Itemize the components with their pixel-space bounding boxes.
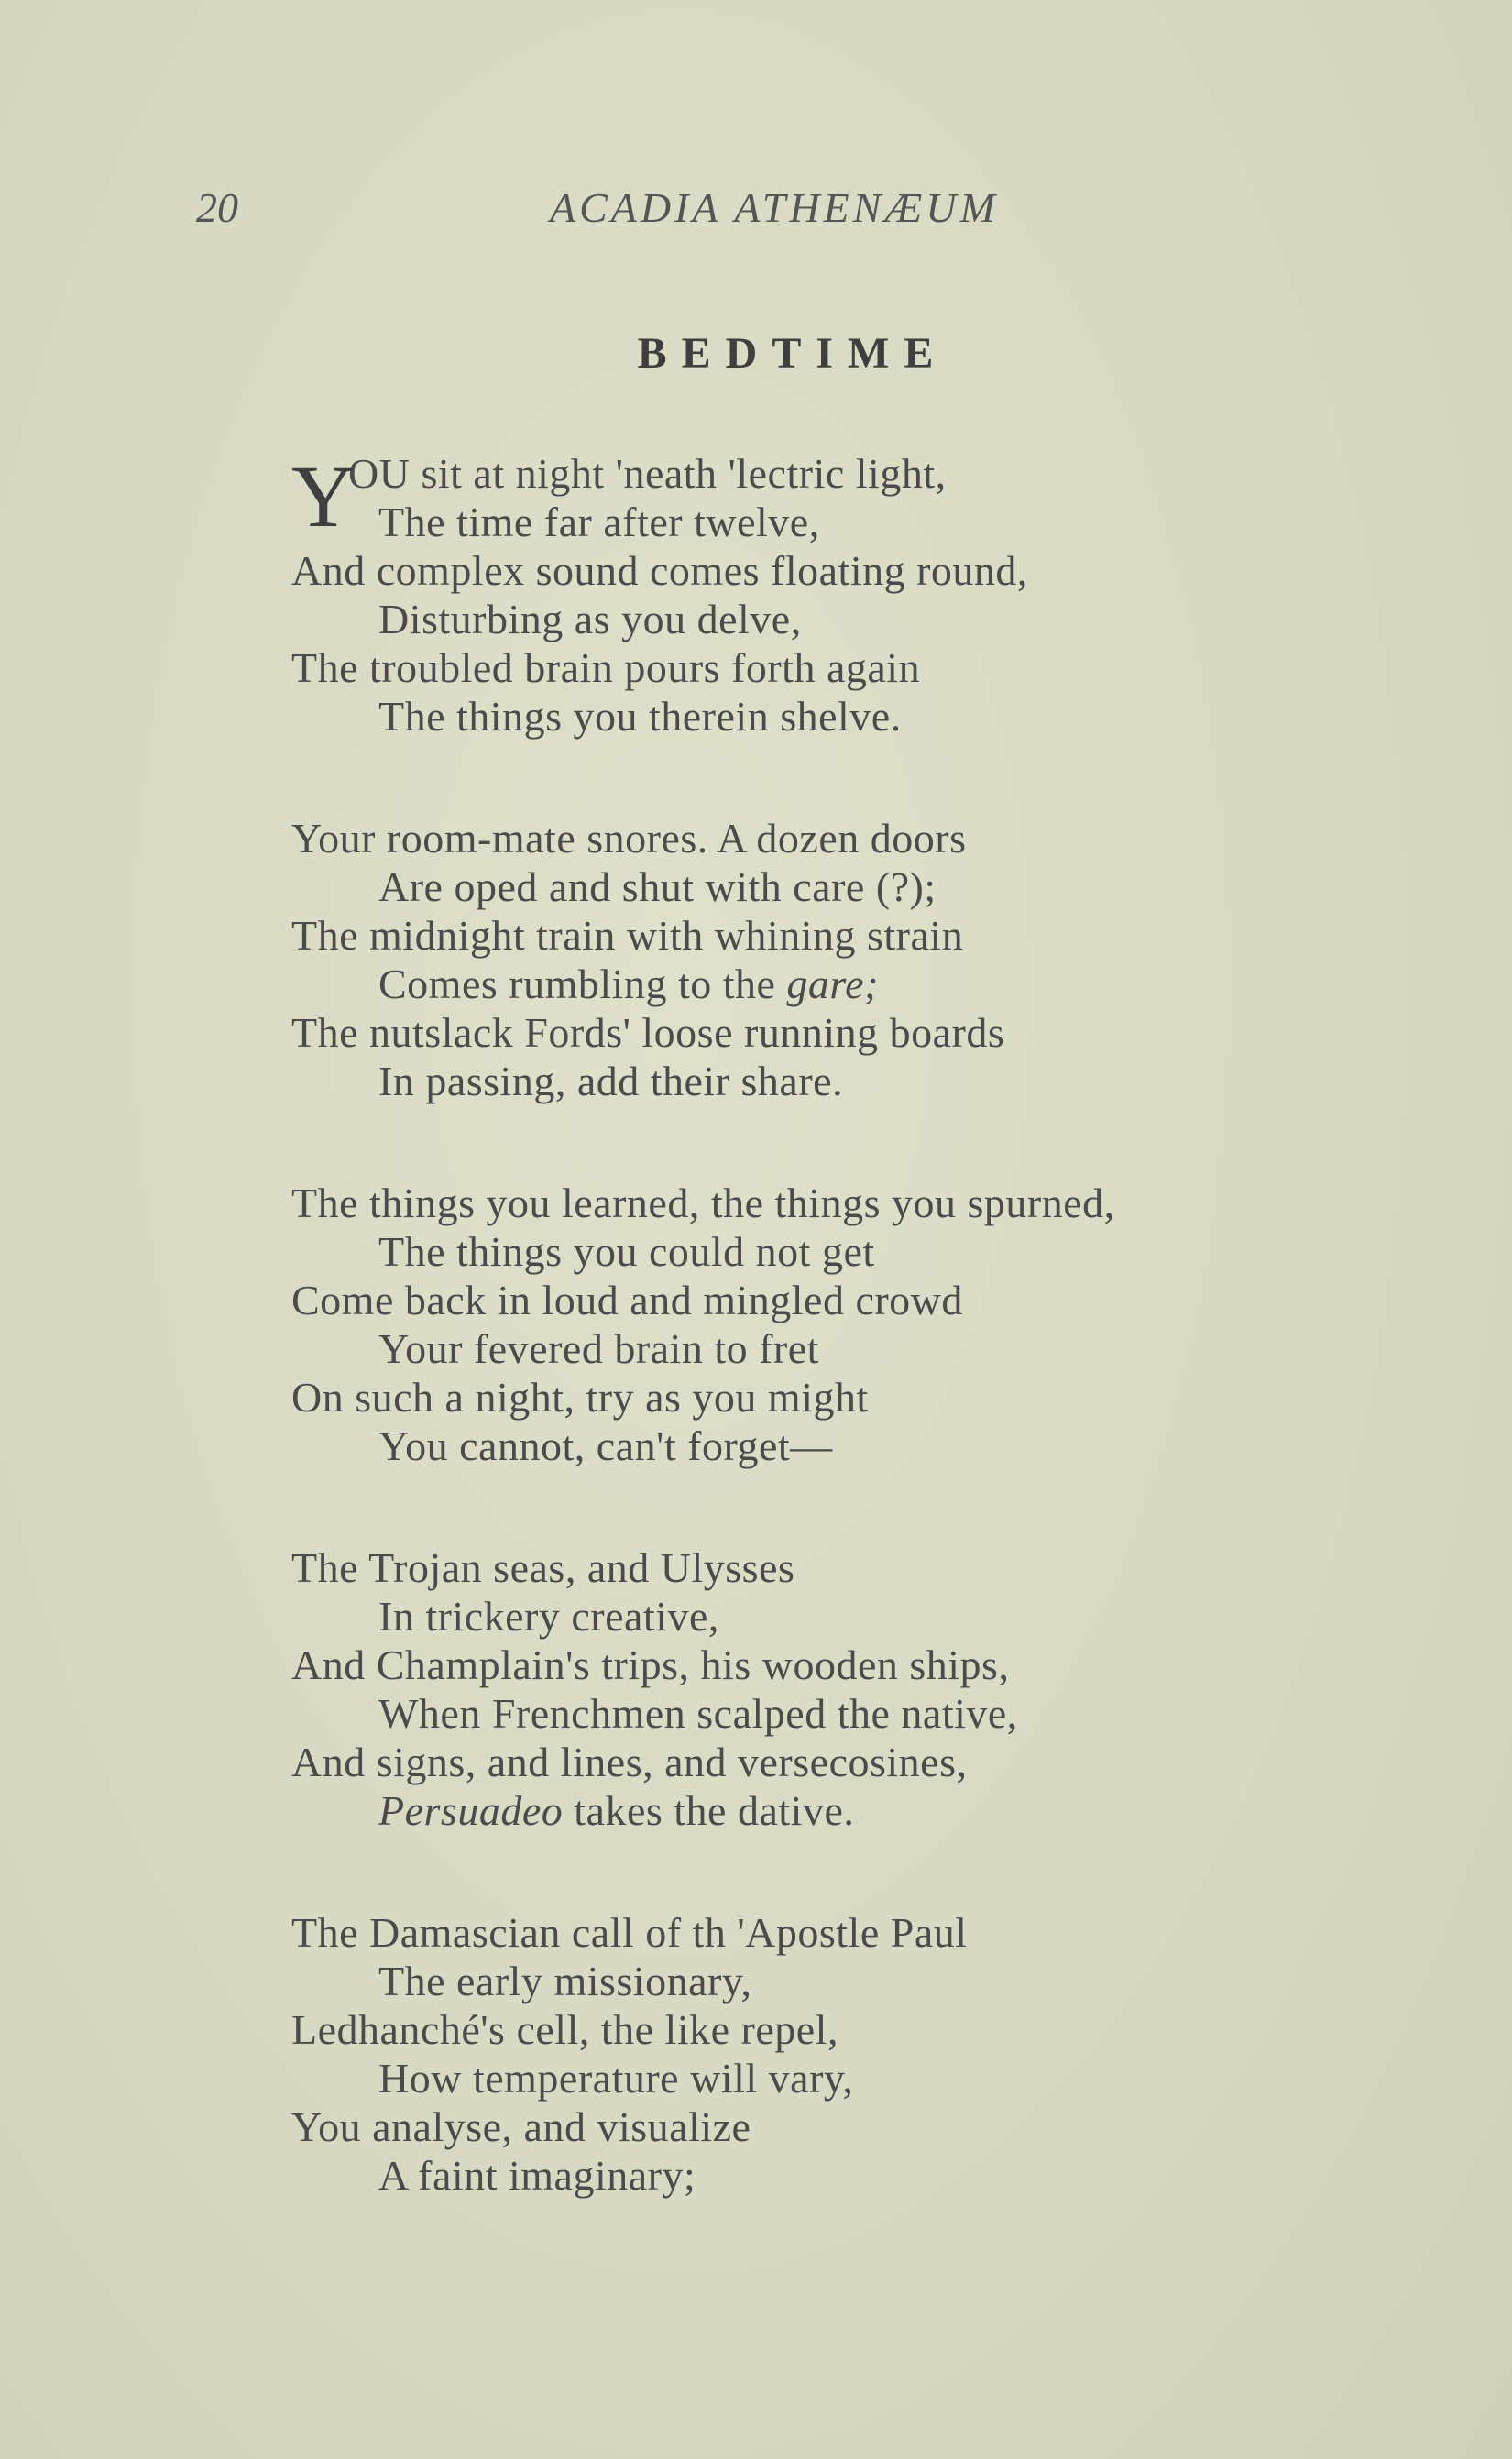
page-number: 20 (196, 184, 238, 231)
poem-line: The Damascian call of th 'Apostle Paul (291, 1909, 968, 1956)
poem-line: When Frenchmen scalped the native, (378, 1690, 1018, 1737)
poem-line: On such a night, try as you might (291, 1374, 869, 1421)
poem-line: You analyse, and visualize (291, 2103, 751, 2150)
poem-line: And Champlain's trips, his wooden ships, (291, 1641, 1010, 1688)
stanza-3 (291, 1179, 1299, 1470)
stanza-5 (291, 1908, 1299, 2200)
poem-line: The early missionary, (378, 1958, 752, 2004)
poem-line: The troubled brain pours forth again (291, 644, 921, 691)
poem-title: BEDTIME (637, 329, 948, 378)
stanza-gap (291, 1470, 1299, 1543)
stanza-1 (291, 449, 1299, 741)
poem-line: Your fevered brain to fret (378, 1325, 819, 1372)
poem-line: And signs, and lines, and versecosines, (291, 1739, 968, 1785)
poem-line: A faint imaginary; (378, 2152, 696, 2199)
stanza-gap (291, 741, 1299, 814)
stanza-2 (291, 814, 1299, 1105)
poem-line: The time far after twelve, (378, 499, 820, 545)
poem-line: Disturbing as you delve, (378, 596, 802, 642)
poem-line: In trickery creative, (378, 1593, 719, 1640)
poem-line-text: Comes rumbling to the (378, 961, 787, 1007)
poem-line: The midnight train with whining strain (291, 912, 964, 959)
poem-line: The nutslack Fords' loose running boards (291, 1009, 1005, 1056)
italic-word: Persuadeo (378, 1787, 564, 1834)
poem-line: Ledhanché's cell, the like repel, (291, 2006, 838, 2053)
poem-line-text: takes the dative. (563, 1787, 855, 1834)
stanza-gap (291, 1835, 1299, 1908)
poem-line: You cannot, can't forget— (378, 1422, 833, 1469)
page-header (0, 183, 1512, 238)
poem-line: Are oped and shut with care (?); (378, 863, 937, 910)
poem-line: How temperature will vary, (378, 2055, 854, 2102)
poem-line: In passing, add their share. (378, 1058, 844, 1104)
poem-line: Come back in loud and mingled crowd (291, 1277, 963, 1323)
poem-line: The Trojan seas, and Ulysses (291, 1544, 795, 1591)
poem-body (291, 449, 1299, 2200)
stanza-4 (291, 1543, 1299, 1835)
stanza-gap (291, 1105, 1299, 1179)
poem-line: OU sit at night 'neath 'lectric light, (348, 450, 947, 497)
poem-line: Your room-mate snores. A dozen doors (291, 815, 967, 862)
drop-cap: Y (291, 447, 356, 545)
italic-word: gare; (786, 961, 879, 1007)
poem-line: And complex sound comes floating round, (291, 547, 1028, 594)
poem-line: The things you learned, the things you spurned, (291, 1180, 1115, 1226)
poem-line (291, 960, 1299, 1008)
running-head: ACADIA ATHENÆUM (550, 184, 999, 231)
poem-line (291, 1786, 1299, 1835)
poem-line: The things you could not get (378, 1228, 875, 1275)
poem-line: The things you therein shelve. (378, 693, 902, 740)
